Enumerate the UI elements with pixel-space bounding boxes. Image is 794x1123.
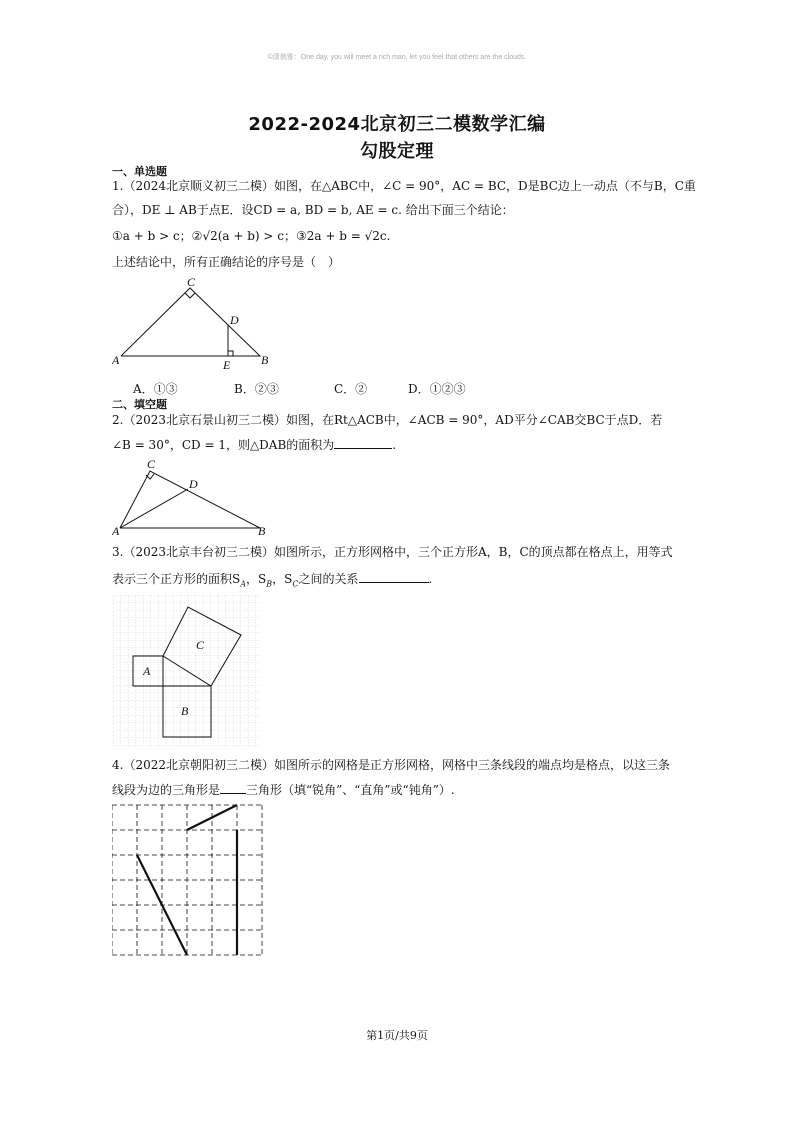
q2-line2-end: .	[392, 438, 397, 452]
q1-option-b[interactable]: B．②③	[234, 382, 279, 396]
q3-line2	[112, 570, 432, 592]
q2-label-b: B	[258, 524, 266, 537]
q2-line2	[112, 436, 396, 453]
q4-answer-blank[interactable]	[220, 781, 246, 794]
q1-label-e: E	[223, 358, 231, 372]
section-fill-blank: 二、填空题	[112, 398, 167, 411]
q1-label-a: A	[112, 353, 120, 367]
q2-line2-text: ∠B = 30°，CD = 1，则△DAB的面积为	[112, 438, 335, 452]
q4-dashed-grid	[112, 805, 262, 955]
q1-triangle-figure	[112, 274, 282, 374]
q3-sub-a: A	[240, 579, 247, 589]
q2-answer-blank[interactable]	[334, 436, 392, 449]
q3-label-c: C	[196, 638, 205, 652]
q1-label-b: B	[261, 353, 269, 367]
q3-label-a: A	[143, 664, 151, 678]
q2-right-angle-c	[146, 474, 154, 479]
watermark: ©潇俄雅：One day, you will meet a rich man, let you feel that others are the clouds.	[267, 54, 527, 61]
q3-sep1: ，S	[246, 572, 267, 586]
q1-right-angle-c	[185, 293, 195, 298]
q4-grid-figure	[112, 803, 264, 957]
q4-line2	[112, 781, 455, 798]
q2-triangle-figure	[112, 455, 272, 537]
q2-label-c: C	[147, 457, 156, 471]
q1-option-c[interactable]: C．②	[334, 382, 368, 396]
section-single-choice: 一、单选题	[112, 165, 167, 178]
q3-sub-b: B	[266, 579, 273, 589]
q1-line4: 上述结论中，所有正确结论的序号是（ ）	[112, 255, 341, 269]
q2-label-d: D	[189, 477, 198, 491]
q3-sep2: ，S	[272, 572, 293, 586]
q3-line2-mid: 之间的关系	[298, 572, 359, 586]
q2-label-a: A	[112, 524, 120, 537]
doc-title-line2: 勾股定理	[360, 141, 434, 162]
q1-option-a[interactable]: A．①③	[133, 382, 178, 396]
q2-line1: 2.（2023北京石景山初三二模）如图，在Rt△ACB中，∠ACB = 90°，AD平分∠CAB交BC于点D．若	[112, 413, 663, 427]
q3-line2-end: .	[428, 572, 433, 586]
q3-line2-text: 表示三个正方形的面积S	[112, 572, 241, 586]
q3-sub-c: C	[292, 579, 299, 589]
q1-label-c: C	[187, 275, 196, 289]
q1-line2: 合），DE ⊥ AB于点E．设CD = a, BD = b, AE = c. 给出下面三个结论：	[112, 203, 514, 217]
q1-line3: ①a + b > c；②√2(a + b) > c；③2a + b = √2c.	[112, 229, 391, 243]
doc-title-line1: 2022-2024北京初三二模数学汇编	[248, 114, 546, 135]
q3-grid-figure	[113, 595, 261, 747]
q1-label-d: D	[230, 313, 239, 327]
q4-line2-end: 三角形（填“锐角”、“直角”或“钝角”）.	[246, 783, 455, 797]
q4-line2-text: 线段为边的三角形是	[112, 783, 221, 797]
q3-label-b: B	[181, 704, 189, 718]
page-footer: 第1页/共9页	[366, 1029, 428, 1042]
q1-option-d[interactable]: D．①②③	[408, 382, 466, 396]
q3-answer-blank[interactable]	[359, 570, 429, 583]
q1-line1: 1.（2024北京顺义初三二模）如图，在△ABC中，∠C = 90°，AC = BC，D是BC边上一动点（不与B，C重	[112, 179, 696, 193]
q3-line1: 3.（2023北京丰台初三二模）如图所示，正方形网格中，三个正方形A，B，C的顶点都在格点上，用等式	[112, 545, 673, 559]
q4-line1: 4.（2022北京朝阳初三二模）如图所示的网格是正方形网格，网格中三条线段的端点均是格点，以这三条	[112, 758, 670, 772]
q1-right-angle-e	[228, 351, 233, 356]
